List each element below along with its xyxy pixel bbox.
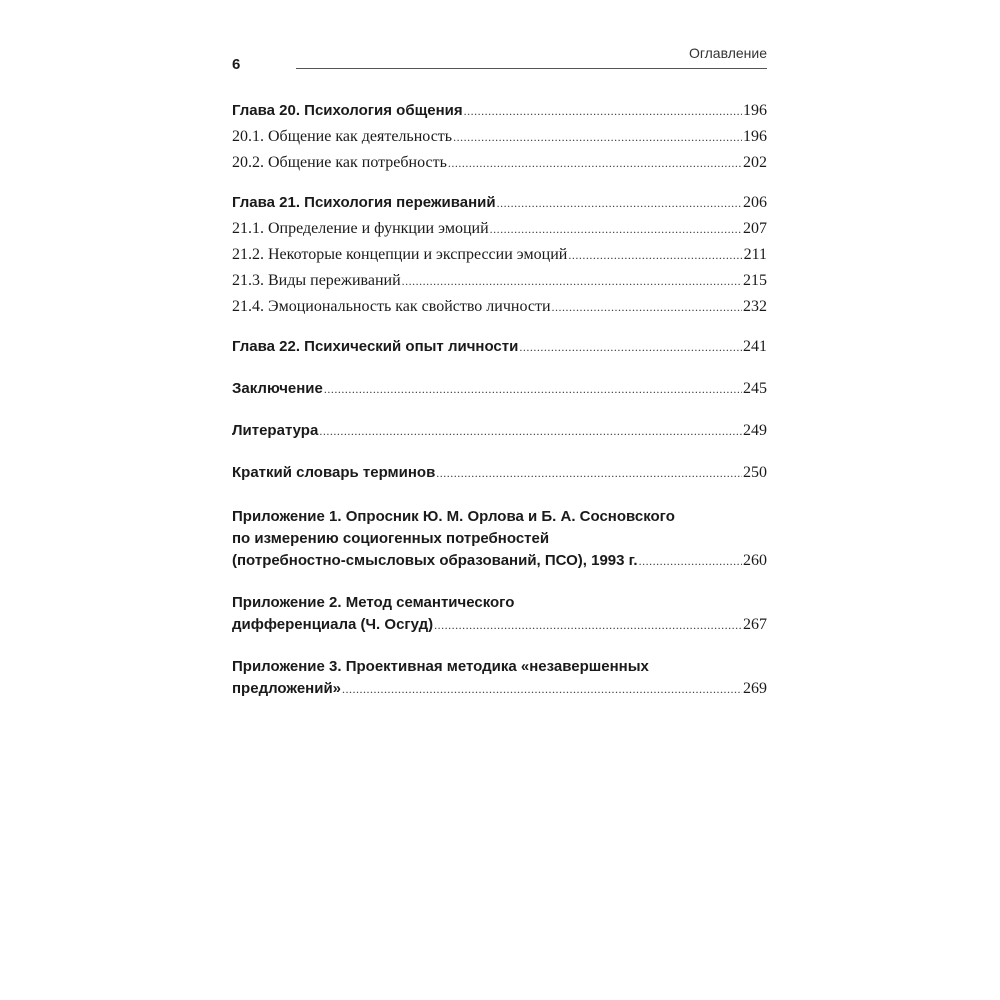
dot-leader <box>639 550 742 572</box>
toc-entry-page: 245 <box>743 380 767 397</box>
toc-entry-appendix-3[interactable] <box>232 656 767 700</box>
toc-entry-literature[interactable] <box>232 418 767 444</box>
toc-entry-title: 21.4. Эмоциональность как свойство личности <box>232 298 551 315</box>
header-rule <box>296 68 767 69</box>
toc-entry-title: Глава 21. Психология переживаний <box>232 194 496 211</box>
toc-entry-page: 202 <box>743 154 767 171</box>
toc-entry-section-21-4[interactable] <box>232 294 767 320</box>
dot-leader <box>324 376 742 402</box>
toc-entry-title: 20.2. Общение как потребность <box>232 154 447 171</box>
toc-entry-section-20-1[interactable] <box>232 124 767 150</box>
dot-leader <box>342 678 742 700</box>
toc-entry-title: 21.1. Определение и функции эмоций <box>232 220 489 237</box>
toc-entry-page: 249 <box>743 422 767 439</box>
toc-entry-page: 211 <box>743 246 767 263</box>
dot-leader <box>568 242 742 268</box>
toc-entry-title-line: по измерению социогенных потребностей <box>232 530 550 547</box>
dot-leader <box>497 190 742 216</box>
toc-entry-title: Заключение <box>232 380 323 397</box>
page-number: 6 <box>232 56 241 73</box>
toc-entry-page: 196 <box>743 102 767 119</box>
toc-entry-title: Глава 20. Психология общения <box>232 102 463 119</box>
dot-leader <box>434 614 742 636</box>
dot-leader <box>552 294 742 320</box>
toc-entry-page: 196 <box>743 128 767 145</box>
toc-entry-title: 21.2. Некоторые концепции и экспрессии эмоций <box>232 246 568 263</box>
toc-entry-conclusion[interactable] <box>232 376 767 402</box>
toc-entry-page: 250 <box>743 464 767 481</box>
dot-leader <box>490 216 742 242</box>
toc-entry-page: 232 <box>743 298 767 315</box>
toc-entry-page: 241 <box>743 338 767 355</box>
toc-entry-page: 215 <box>743 272 767 289</box>
running-title: Оглавление <box>688 45 767 61</box>
toc-entry-title-line: (потребностно-смысловых образований, ПСО), 1993 г. <box>232 552 638 569</box>
toc-entry-chapter-21[interactable] <box>232 190 767 216</box>
dot-leader <box>519 334 742 360</box>
dot-leader <box>464 98 742 124</box>
toc-entry-title: Краткий словарь терминов <box>232 464 436 481</box>
dot-leader <box>448 150 742 176</box>
toc-entry-title: 21.3. Виды переживаний <box>232 272 401 289</box>
toc-entry-section-21-2[interactable] <box>232 242 767 268</box>
toc-entry-title-line: предложений» <box>232 680 342 697</box>
dot-leader <box>319 418 742 444</box>
toc-entry-title: Литература <box>232 422 319 439</box>
toc-entry-page: 260 <box>743 552 767 569</box>
dot-leader <box>402 268 742 294</box>
toc-entry-title-line: Приложение 1. Опросник Ю. М. Орлова и Б. А. Сосновского <box>232 508 675 525</box>
toc-entry-page: 267 <box>743 616 767 633</box>
toc-entry-section-21-3[interactable] <box>232 268 767 294</box>
toc-entry-section-20-2[interactable] <box>232 150 767 176</box>
toc-entry-chapter-20[interactable] <box>232 98 767 124</box>
toc-entry-title-line: Приложение 2. Метод семантического <box>232 594 515 611</box>
toc-entry-appendix-2[interactable] <box>232 592 767 636</box>
toc-entry-glossary[interactable] <box>232 460 767 486</box>
toc-entry-chapter-22[interactable] <box>232 334 767 360</box>
dot-leader <box>453 124 742 150</box>
table-of-contents <box>232 98 767 700</box>
toc-entry-title: 20.1. Общение как деятельность <box>232 128 453 145</box>
toc-entry-title-line: Приложение 3. Проективная методика «незавершенных <box>232 658 649 675</box>
toc-entry-page: 269 <box>743 680 767 697</box>
toc-entry-page: 207 <box>743 220 767 237</box>
toc-entry-appendix-1[interactable] <box>232 506 767 572</box>
toc-entry-page: 206 <box>743 194 767 211</box>
toc-entry-title-line: дифференциала (Ч. Осгуд) <box>232 616 434 633</box>
dot-leader <box>436 460 742 486</box>
toc-entry-section-21-1[interactable] <box>232 216 767 242</box>
toc-entry-title: Глава 22. Психический опыт личности <box>232 338 519 355</box>
